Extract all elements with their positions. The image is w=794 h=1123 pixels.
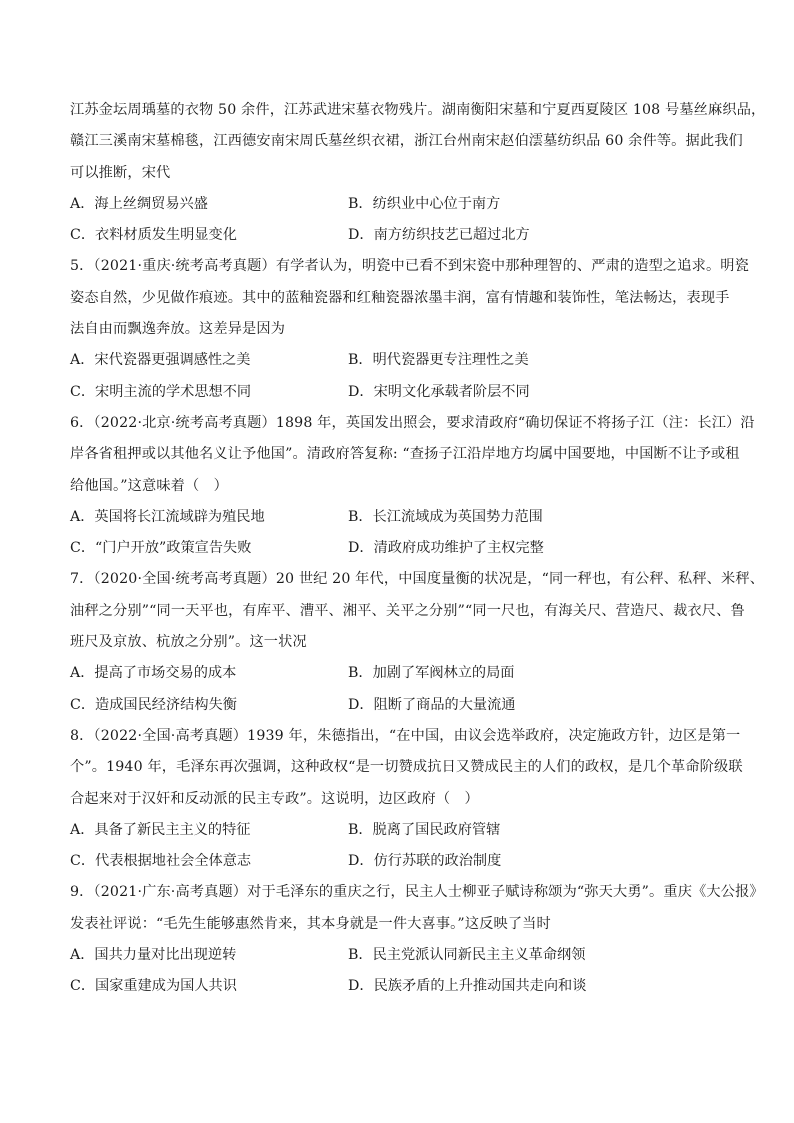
option-d[interactable]: D．宋明文化承载者阶层不同 <box>348 383 530 400</box>
option-d[interactable]: D．南方纺织技艺已超过北方 <box>348 227 530 244</box>
question-stem-line: 合起来对于汉奸和反动派的民主专政”。这说明，边区政府（ ） <box>70 790 479 807</box>
option-row <box>70 377 730 408</box>
question-5 <box>70 251 749 407</box>
question-6 <box>70 408 755 564</box>
option-row <box>70 658 730 689</box>
option-row <box>70 971 730 1002</box>
option-a[interactable]: A．英国将长江流域辟为殖民地 <box>70 508 265 525</box>
option-row <box>70 220 730 251</box>
option-a[interactable]: A．宋代瓷器更强调感性之美 <box>70 352 251 369</box>
text-line: 赣江三溪南宋墓棉毯，江西德安南宋周氏墓丝织衣裙，浙江台州南宋赵伯澐墓纺织品 60 余件等。据此我们 <box>70 133 743 150</box>
option-b[interactable]: B．纺织业中心位于南方 <box>348 195 501 212</box>
option-b[interactable]: B．脱离了国民政府管辖 <box>348 821 501 838</box>
option-b[interactable]: B．明代瓷器更专注理性之美 <box>348 352 529 369</box>
option-a[interactable]: A．具备了新民主主义的特征 <box>70 821 251 838</box>
question-stem-line: 5．（2021·重庆·统考高考真题）有学者认为，明瓷中已看不到宋瓷中那种理智的、严肃的造型之追求。明瓷 <box>70 258 749 275</box>
option-row <box>70 940 730 971</box>
option-c[interactable]: C．造成国民经济结构失衡 <box>70 696 237 713</box>
option-c[interactable]: C．衣料材质发生明显变化 <box>70 227 237 244</box>
option-a[interactable]: A．提高了市场交易的成本 <box>70 665 237 682</box>
text-line: 可以推断，宋代 <box>70 164 171 181</box>
question-stem-line: 8．（2022·全国·高考真题）1939 年，朱德指出，“在中国，由议会选举政府，决定施政方针，边区是第一 <box>70 727 741 744</box>
option-d[interactable]: D．仿行苏联的政治制度 <box>348 853 502 870</box>
question-stem-line: 7．（2020·全国·统考高考真题）20 世纪 20 年代，中国度量衡的状况是，“同一秤也，有公秤、私秤、米秤、 <box>70 571 765 588</box>
option-c[interactable]: C．国家重建成为国人共识 <box>70 978 237 995</box>
question-stem-line: 姿态自然，少见做作痕迹。其中的蓝釉瓷器和红釉瓷器浓墨丰润，富有情趣和装饰性，笔法畅达，表现手 <box>70 289 730 306</box>
question-stem-line: 岸各省租押或以其他名义让予他国”。清政府答复称: “查扬子江沿岸地方均属中国要地，中国断不让予或租 <box>70 446 740 463</box>
question-stem-line: 发表社评说：“毛先生能够惠然肯来，其本身就是一件大喜事。”这反映了当时 <box>70 915 551 932</box>
option-a[interactable]: A．国共力量对比出现逆转 <box>70 947 237 964</box>
question-stem-line: 油秤之分别”“同一天平也，有库平、漕平、湘平、关平之分别”“同一尺也，有海关尺、营造尺、裁衣尺、鲁 <box>70 602 745 619</box>
question-stem-line: 个”。1940 年，毛泽东再次强调，这种政权“是一切赞成抗日又赞成民主的人们的政权，是几个革命阶级联 <box>70 759 743 776</box>
option-d[interactable]: D．民族矛盾的上升推动国共走向和谈 <box>348 978 587 995</box>
option-d[interactable]: D．阻断了商品的大量流通 <box>348 696 516 713</box>
option-c[interactable]: C．宋明主流的学术思想不同 <box>70 383 252 400</box>
question-stem-line: 6．（2022·北京·统考高考真题）1898 年，英国发出照会，要求清政府“确切保证不将扬子江（注：长江）沿 <box>70 414 755 431</box>
option-a[interactable]: A．海上丝绸贸易兴盛 <box>70 195 208 212</box>
option-c[interactable]: C．“门户开放”政策宣告失败 <box>70 540 252 557</box>
option-row <box>70 690 730 721</box>
option-row <box>70 502 730 533</box>
question-stem-line: 班尺及京放、杭放之分别”。这一状况 <box>70 634 307 651</box>
option-d[interactable]: D．清政府成功维护了主权完整 <box>348 540 544 557</box>
option-row <box>70 533 730 564</box>
intro-block <box>70 95 766 251</box>
question-stem-line: 9．（2021·广东·高考真题）对于毛泽东的重庆之行，民主人士柳亚子赋诗称颂为“弥天大勇”。重庆《大公报》 <box>70 884 764 901</box>
option-row <box>70 345 730 376</box>
question-content <box>70 95 766 1003</box>
question-8 <box>70 721 743 877</box>
question-7 <box>70 564 765 720</box>
question-9 <box>70 877 764 1002</box>
option-row <box>70 815 730 846</box>
option-row <box>70 189 730 220</box>
option-c[interactable]: C．代表根据地社会全体意志 <box>70 853 252 870</box>
question-stem-line: 法自由而飘逸奔放。这差异是因为 <box>70 321 286 338</box>
option-row <box>70 846 730 877</box>
question-stem-line: 给他国。”这意味着（ ） <box>70 477 229 494</box>
option-b[interactable]: B．加剧了军阀林立的局面 <box>348 665 515 682</box>
option-b[interactable]: B．民主党派认同新民主主义革命纲领 <box>348 947 586 964</box>
option-b[interactable]: B．长江流域成为英国势力范围 <box>348 508 543 525</box>
text-line: 江苏金坛周瑀墓的衣物 50 余件，江苏武进宋墓衣物残片。湖南衡阳宋墓和宁夏西夏陵区 108 号墓丝麻织品， <box>70 102 766 118</box>
